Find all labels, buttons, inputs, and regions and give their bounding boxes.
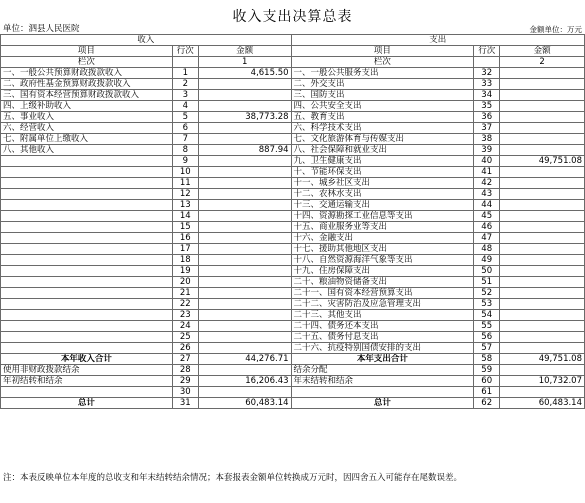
income-row-no-cell: 31 <box>172 398 198 409</box>
table-row <box>1 266 585 277</box>
expense-item-cell: 二十五、债务付息支出 <box>291 332 474 343</box>
income-row-no-cell: 15 <box>172 222 198 233</box>
income-item-cell <box>1 211 173 222</box>
expense-row-no-cell: 48 <box>474 244 500 255</box>
income-row-no-cell: 14 <box>172 211 198 222</box>
income-row-no-cell: 21 <box>172 288 198 299</box>
income-amount-cell <box>198 332 291 343</box>
income-item-cell: 总计 <box>1 398 173 409</box>
expense-row-no-cell: 60 <box>474 376 500 387</box>
income-amount-cell <box>198 189 291 200</box>
expense-item-cell: 四、公共安全支出 <box>291 101 474 112</box>
expense-row-no-cell: 34 <box>474 90 500 101</box>
income-row-no-cell: 4 <box>172 101 198 112</box>
expense-row-no-cell: 61 <box>474 387 500 398</box>
income-row-no-cell: 23 <box>172 310 198 321</box>
income-item-cell <box>1 156 173 167</box>
income-row-no-cell: 25 <box>172 332 198 343</box>
income-amount-cell: 16,206.43 <box>198 376 291 387</box>
income-amount-cell <box>198 266 291 277</box>
expense-amount-cell <box>500 343 585 354</box>
expense-item-cell: 十四、资源勘探工业信息等支出 <box>291 211 474 222</box>
table-row <box>1 200 585 211</box>
expense-row-no-cell: 55 <box>474 321 500 332</box>
income-amount-cell <box>198 233 291 244</box>
income-item-cell: 八、其他收入 <box>1 145 173 156</box>
expense-row-no-cell: 37 <box>474 123 500 134</box>
income-amount-cell <box>198 277 291 288</box>
expense-amount-cell: 60,483.14 <box>500 398 585 409</box>
income-amount-cell: 887.94 <box>198 145 291 156</box>
income-item-cell: 使用非财政拨款结余 <box>1 365 173 376</box>
income-item-cell <box>1 233 173 244</box>
expense-item-cell: 十八、自然资源海洋气象等支出 <box>291 255 474 266</box>
income-amount-cell <box>198 387 291 398</box>
expense-item-cell: 二十、粮油物资储备支出 <box>291 277 474 288</box>
income-row-no-cell: 3 <box>172 90 198 101</box>
income-column-number: 1 <box>198 57 291 68</box>
total-row <box>1 354 585 365</box>
expense-row-no-cell: 39 <box>474 145 500 156</box>
expense-item-cell: 本年支出合计 <box>291 354 474 365</box>
income-column-blank <box>172 57 198 68</box>
expense-amount-cell: 49,751.08 <box>500 156 585 167</box>
total-row <box>1 398 585 409</box>
table-row <box>1 123 585 134</box>
income-row-no-cell: 8 <box>172 145 198 156</box>
income-column-label: 栏次 <box>1 57 173 68</box>
income-item-cell: 年初结转和结余 <box>1 376 173 387</box>
income-row-no-cell: 2 <box>172 79 198 90</box>
income-item-cell <box>1 178 173 189</box>
income-amount-cell: 4,615.50 <box>198 68 291 79</box>
table-row <box>1 332 585 343</box>
expense-column-blank <box>474 57 500 68</box>
expense-row-no-cell: 52 <box>474 288 500 299</box>
expense-column-label: 栏次 <box>291 57 474 68</box>
income-item-cell <box>1 310 173 321</box>
expense-row-no-cell: 33 <box>474 79 500 90</box>
expense-amount-cell <box>500 167 585 178</box>
income-amount-cell <box>198 167 291 178</box>
income-row-no-cell: 18 <box>172 255 198 266</box>
table-row <box>1 178 585 189</box>
expense-row-no-cell: 42 <box>474 178 500 189</box>
table-row <box>1 343 585 354</box>
report-title: 收入支出决算总表 <box>232 9 353 25</box>
expense-item-cell: 十六、金融支出 <box>291 233 474 244</box>
expense-row-no-cell: 40 <box>474 156 500 167</box>
expense-row-no-cell: 56 <box>474 332 500 343</box>
expense-row-no-cell: 53 <box>474 299 500 310</box>
income-amount-cell <box>198 79 291 90</box>
expense-amount-cell <box>500 387 585 398</box>
expense-row-no-cell: 57 <box>474 343 500 354</box>
income-item-cell: 五、事业收入 <box>1 112 173 123</box>
expense-amount-cell <box>500 134 585 145</box>
income-section-header: 收入 <box>1 35 292 46</box>
expense-amount-cell: 49,751.08 <box>500 354 585 365</box>
income-row-no-cell: 13 <box>172 200 198 211</box>
income-row-no-cell: 17 <box>172 244 198 255</box>
expense-item-cell: 八、社会保障和就业支出 <box>291 145 474 156</box>
income-row-no-cell: 6 <box>172 123 198 134</box>
income-amount-cell <box>198 178 291 189</box>
expense-row-no-cell: 36 <box>474 112 500 123</box>
expense-item-cell: 十九、住房保障支出 <box>291 266 474 277</box>
expense-row-no-cell: 43 <box>474 189 500 200</box>
expense-row-no-cell: 47 <box>474 233 500 244</box>
expense-row-no-cell: 62 <box>474 398 500 409</box>
expense-amount-cell <box>500 321 585 332</box>
expense-amount-cell <box>500 90 585 101</box>
table-row <box>1 255 585 266</box>
income-amount-cell <box>198 288 291 299</box>
expense-item-cell: 二十二、灾害防治及应急管理支出 <box>291 299 474 310</box>
table-row <box>1 156 585 167</box>
amount-unit-label: 金额单位：万元 <box>529 25 582 34</box>
expense-row-no-cell: 32 <box>474 68 500 79</box>
expense-item-cell: 十七、援助其他地区支出 <box>291 244 474 255</box>
expense-item-header: 项目 <box>291 46 474 57</box>
table-row <box>1 211 585 222</box>
expense-amount-cell <box>500 365 585 376</box>
table-row <box>1 112 585 123</box>
table-row <box>1 68 585 79</box>
unit-label: 单位：泗县人民医院 <box>3 24 80 34</box>
income-item-cell <box>1 288 173 299</box>
income-amount-cell <box>198 123 291 134</box>
income-item-cell: 一、一般公共预算财政拨款收入 <box>1 68 173 79</box>
table-row <box>1 189 585 200</box>
expense-row-no-cell: 35 <box>474 101 500 112</box>
table-row <box>1 79 585 90</box>
income-item-cell <box>1 266 173 277</box>
income-row-no-cell: 28 <box>172 365 198 376</box>
expense-item-cell: 七、文化旅游体育与传媒支出 <box>291 134 474 145</box>
income-item-cell <box>1 332 173 343</box>
table-row <box>1 233 585 244</box>
expense-amount-cell <box>500 222 585 233</box>
income-amount-cell <box>198 134 291 145</box>
expense-amount-cell <box>500 244 585 255</box>
income-row-no-cell: 7 <box>172 134 198 145</box>
expense-item-cell: 结余分配 <box>291 365 474 376</box>
income-item-cell <box>1 387 173 398</box>
expense-item-cell: 一、一般公共服务支出 <box>291 68 474 79</box>
expense-row-no-cell: 46 <box>474 222 500 233</box>
table-row <box>1 376 585 387</box>
expense-amount-cell <box>500 189 585 200</box>
column-index-row <box>1 57 585 68</box>
expense-row-no-cell: 49 <box>474 255 500 266</box>
income-amount-cell <box>198 200 291 211</box>
expense-amount-cell <box>500 68 585 79</box>
expense-item-cell: 总计 <box>291 398 474 409</box>
expense-item-cell: 二、外交支出 <box>291 79 474 90</box>
expense-amount-cell <box>500 101 585 112</box>
income-item-header: 项目 <box>1 46 173 57</box>
expense-amount-cell <box>500 288 585 299</box>
income-row-no-cell: 1 <box>172 68 198 79</box>
table-row <box>1 134 585 145</box>
income-item-cell <box>1 167 173 178</box>
income-row-no-cell: 9 <box>172 156 198 167</box>
expense-item-cell: 十一、城乡社区支出 <box>291 178 474 189</box>
income-amount-cell <box>198 343 291 354</box>
expense-item-cell: 二十六、抗疫特别国债安排的支出 <box>291 343 474 354</box>
income-item-cell: 三、国有资本经营预算财政拨款收入 <box>1 90 173 101</box>
expense-item-cell: 十、节能环保支出 <box>291 167 474 178</box>
income-row-no-header: 行次 <box>172 46 198 57</box>
income-row-no-cell: 19 <box>172 266 198 277</box>
table-row <box>1 365 585 376</box>
expense-amount-header: 金额 <box>500 46 585 57</box>
expense-item-cell: 二十四、债务还本支出 <box>291 321 474 332</box>
expense-item-cell <box>291 387 474 398</box>
table-row <box>1 288 585 299</box>
table-row <box>1 310 585 321</box>
income-item-cell: 七、附属单位上缴收入 <box>1 134 173 145</box>
expense-row-no-cell: 41 <box>474 167 500 178</box>
expense-amount-cell <box>500 123 585 134</box>
income-item-cell: 六、经营收入 <box>1 123 173 134</box>
income-amount-cell <box>198 211 291 222</box>
income-row-no-cell: 10 <box>172 167 198 178</box>
expense-item-cell: 三、国防支出 <box>291 90 474 101</box>
income-item-cell: 四、上级补助收入 <box>1 101 173 112</box>
table-row <box>1 321 585 332</box>
expense-amount-cell <box>500 277 585 288</box>
expense-row-no-cell: 59 <box>474 365 500 376</box>
expense-row-no-cell: 38 <box>474 134 500 145</box>
expense-amount-cell <box>500 178 585 189</box>
income-amount-cell <box>198 222 291 233</box>
expense-amount-cell <box>500 233 585 244</box>
expense-item-cell: 六、科学技术支出 <box>291 123 474 134</box>
expense-item-cell: 十五、商业服务业等支出 <box>291 222 474 233</box>
column-header-row <box>1 46 585 57</box>
income-item-cell <box>1 200 173 211</box>
income-row-no-cell: 12 <box>172 189 198 200</box>
income-item-cell <box>1 255 173 266</box>
expense-amount-cell <box>500 200 585 211</box>
income-row-no-cell: 30 <box>172 387 198 398</box>
income-amount-cell <box>198 321 291 332</box>
table-row <box>1 101 585 112</box>
income-item-cell <box>1 321 173 332</box>
income-amount-cell <box>198 244 291 255</box>
income-item-cell <box>1 277 173 288</box>
expense-item-cell: 五、教育支出 <box>291 112 474 123</box>
income-item-cell <box>1 244 173 255</box>
income-row-no-cell: 27 <box>172 354 198 365</box>
table-row <box>1 145 585 156</box>
table-row <box>1 387 585 398</box>
income-row-no-cell: 22 <box>172 299 198 310</box>
income-amount-cell <box>198 101 291 112</box>
income-row-no-cell: 5 <box>172 112 198 123</box>
income-row-no-cell: 20 <box>172 277 198 288</box>
income-item-cell <box>1 299 173 310</box>
income-amount-cell: 44,276.71 <box>198 354 291 365</box>
income-item-cell <box>1 343 173 354</box>
expense-row-no-cell: 45 <box>474 211 500 222</box>
expense-row-no-header: 行次 <box>474 46 500 57</box>
income-amount-cell: 38,773.28 <box>198 112 291 123</box>
table-row <box>1 244 585 255</box>
income-amount-cell <box>198 90 291 101</box>
income-row-no-cell: 29 <box>172 376 198 387</box>
income-row-no-cell: 16 <box>172 233 198 244</box>
expense-item-cell: 十三、交通运输支出 <box>291 200 474 211</box>
footnote: 注：本表反映单位本年度的总收支和年末结转结余情况；本套报表金额单位转换成万元时，因四舍五入可能存在尾数误差。 <box>3 473 463 483</box>
expense-row-no-cell: 54 <box>474 310 500 321</box>
expense-amount-cell <box>500 112 585 123</box>
income-amount-cell <box>198 156 291 167</box>
expense-item-cell: 十二、农林水支出 <box>291 189 474 200</box>
income-amount-cell <box>198 365 291 376</box>
expense-amount-cell <box>500 299 585 310</box>
table-row <box>1 222 585 233</box>
income-row-no-cell: 26 <box>172 343 198 354</box>
expense-item-cell: 九、卫生健康支出 <box>291 156 474 167</box>
expense-amount-cell <box>500 145 585 156</box>
expense-amount-cell <box>500 79 585 90</box>
expense-item-cell: 二十三、其他支出 <box>291 310 474 321</box>
summary-table <box>0 34 585 409</box>
income-row-no-cell: 11 <box>172 178 198 189</box>
table-row <box>1 90 585 101</box>
expense-amount-cell <box>500 310 585 321</box>
income-item-cell <box>1 189 173 200</box>
expense-item-cell: 年末结转和结余 <box>291 376 474 387</box>
expense-amount-cell <box>500 266 585 277</box>
expense-row-no-cell: 44 <box>474 200 500 211</box>
income-amount-cell <box>198 299 291 310</box>
expense-amount-cell <box>500 211 585 222</box>
income-amount-cell <box>198 310 291 321</box>
expense-section-header: 支出 <box>291 35 584 46</box>
income-item-cell: 二、政府性基金预算财政拨款收入 <box>1 79 173 90</box>
income-amount-header: 金额 <box>198 46 291 57</box>
table-row <box>1 167 585 178</box>
expense-column-number: 2 <box>500 57 585 68</box>
expense-row-no-cell: 58 <box>474 354 500 365</box>
expense-amount-cell: 10,732.07 <box>500 376 585 387</box>
table-row <box>1 299 585 310</box>
expense-row-no-cell: 51 <box>474 277 500 288</box>
table-row <box>1 277 585 288</box>
expense-amount-cell <box>500 255 585 266</box>
income-item-cell <box>1 222 173 233</box>
expense-item-cell: 二十一、国有资本经营预算支出 <box>291 288 474 299</box>
income-amount-cell: 60,483.14 <box>198 398 291 409</box>
income-item-cell: 本年收入合计 <box>1 354 173 365</box>
income-row-no-cell: 24 <box>172 321 198 332</box>
expense-row-no-cell: 50 <box>474 266 500 277</box>
expense-amount-cell <box>500 332 585 343</box>
income-amount-cell <box>198 255 291 266</box>
section-header-row <box>1 35 585 46</box>
